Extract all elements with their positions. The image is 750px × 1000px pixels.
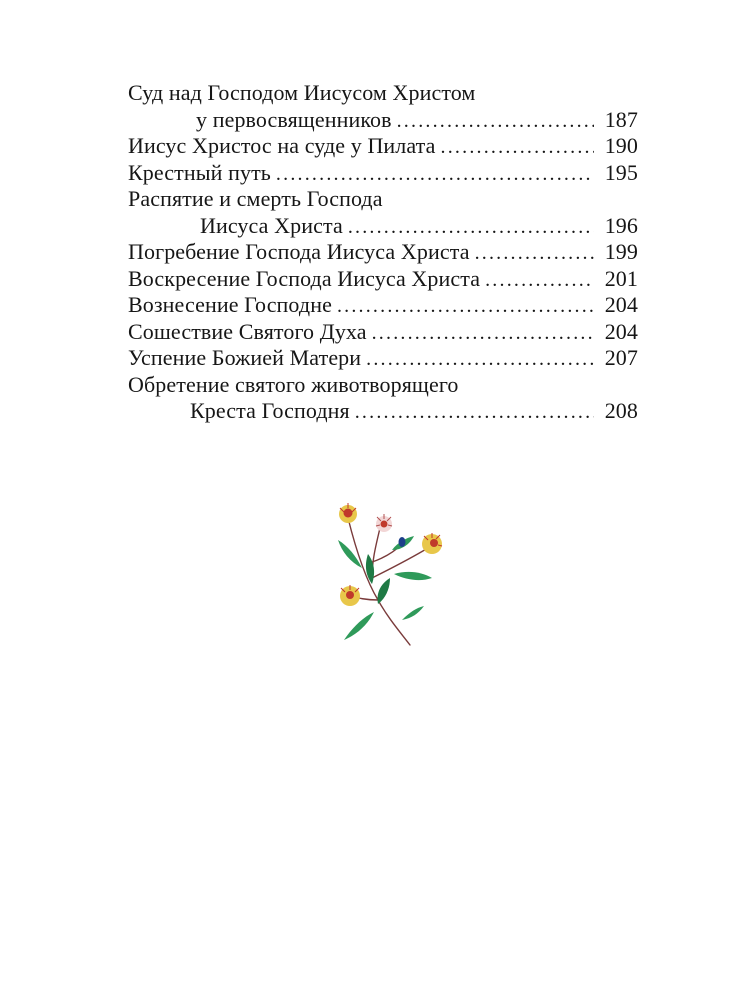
- toc-entry-title: Суд над Господом Иисусом Христом: [128, 80, 476, 105]
- toc-entry-title: Иисус Христос на суде у Пилата: [128, 133, 436, 158]
- toc-page-number: 207: [604, 345, 638, 370]
- toc-page-number: 195: [604, 159, 638, 185]
- toc-entry[interactable]: [128, 292, 638, 319]
- toc-entry-title-line: [128, 186, 638, 213]
- dot-leader: [372, 320, 594, 347]
- toc-entry-title: Крестный путь: [128, 159, 271, 185]
- flower-lower-left: [340, 585, 360, 606]
- dot-leader: [355, 399, 594, 426]
- dot-leader: [276, 161, 594, 188]
- toc-entry-title: Сошествие Святого Духа: [128, 318, 367, 344]
- toc-entry-title: Креста Господня: [190, 398, 350, 423]
- toc-entry[interactable]: [128, 160, 638, 187]
- flower-top-left: [339, 503, 357, 523]
- toc-entry-title-line: [128, 80, 638, 107]
- dot-leader: [348, 214, 594, 241]
- dot-leader: [485, 267, 594, 294]
- toc-page-number: 196: [604, 212, 638, 238]
- toc-page-number: 204: [604, 292, 638, 317]
- flower-right: [422, 533, 442, 554]
- dot-leader: [397, 108, 594, 135]
- toc-entry-title: Распятие и смерть Господа: [128, 186, 383, 211]
- toc-entry[interactable]: [128, 266, 638, 293]
- toc-entry[interactable]: [128, 345, 638, 372]
- dot-leader: [366, 346, 594, 373]
- toc-entry[interactable]: [128, 107, 638, 134]
- toc-page-number: 201: [604, 265, 638, 291]
- toc-entry[interactable]: [128, 133, 638, 160]
- toc-entry-title: Успение Божией Матери: [128, 345, 362, 370]
- flower-bud: [399, 537, 406, 547]
- toc-page-number: 208: [604, 398, 638, 423]
- toc-entry[interactable]: [128, 239, 638, 266]
- toc-entry-title: Вознесение Господне: [128, 292, 332, 317]
- toc-entry-title: Иисуса Христа: [200, 212, 343, 238]
- toc-entry[interactable]: [128, 319, 638, 346]
- toc-entry-title-line: [128, 372, 638, 399]
- toc-entry-title: Обретение святого животворящего: [128, 371, 459, 397]
- toc-entry[interactable]: [128, 398, 638, 425]
- toc-entry-title: Воскресение Господа Иисуса Христа: [128, 265, 481, 291]
- toc-entry[interactable]: [128, 213, 638, 240]
- flower-sprig-icon: [328, 500, 448, 650]
- flower-top-middle: [376, 514, 392, 532]
- toc-page-number: 204: [604, 318, 638, 344]
- dot-leader: [475, 240, 594, 267]
- dot-leader: [441, 134, 594, 161]
- toc-entry-title: у первосвященников: [196, 106, 392, 132]
- toc-page-number: 190: [604, 133, 638, 158]
- toc-page-number: 187: [604, 106, 638, 132]
- dot-leader: [337, 293, 594, 320]
- table-of-contents: [128, 80, 638, 425]
- toc-entry-title: Погребение Господа Иисуса Христа: [128, 239, 470, 264]
- toc-page-number: 199: [604, 239, 638, 264]
